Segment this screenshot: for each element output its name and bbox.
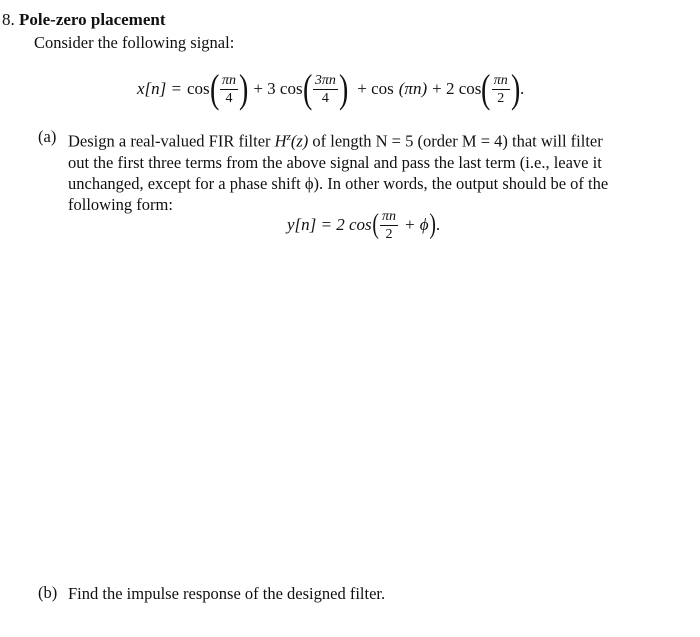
right-paren-1: ) — [239, 66, 249, 111]
fraction-y-denominator: 2 — [385, 226, 393, 242]
cos-term-3-arg: (πn) — [398, 79, 428, 98]
left-paren-y: ( — [372, 209, 379, 240]
cos-term-1: cos — [187, 79, 210, 98]
cos-term-3: + cos — [357, 79, 394, 98]
part-a-line-2: out the first three terms from the above signal and pass the last term (i.e., leave it — [68, 152, 602, 172]
right-paren-2: ) — [338, 66, 349, 111]
problem-intro: Consider the following signal: — [34, 33, 235, 52]
left-paren-2: ( — [302, 66, 312, 111]
equation-x — [137, 66, 524, 112]
part-a-line-4: following form: — [68, 194, 173, 214]
equation-y-end: . — [435, 215, 441, 234]
phase-term: + ϕ — [404, 215, 429, 234]
problem-title: Pole-zero placement — [19, 10, 166, 29]
filter-symbol: H — [274, 131, 287, 151]
fraction-3-numerator: πn — [493, 72, 508, 88]
fraction-3-denominator: 2 — [497, 90, 505, 106]
fraction-2-numerator: 3πn — [314, 72, 336, 88]
equation-x-end: . — [520, 79, 525, 98]
part-a-line-3: unchanged, except for a phase shift ϕ). In other words, the output should be of the — [68, 173, 609, 193]
equation-y — [287, 208, 440, 242]
cos-term-4: + 2 cos — [432, 79, 482, 98]
left-paren-4: ( — [481, 66, 491, 111]
part-b-text: Find the impulse response of the designed filter. — [68, 584, 386, 603]
fraction-2-denominator: 4 — [321, 90, 329, 106]
fraction-y — [380, 209, 398, 242]
equation-y-lhs: y[n] = 2 cos — [287, 215, 372, 234]
part-a-text — [68, 127, 680, 215]
part-a-line-1 — [68, 127, 680, 152]
filter-superscript: z — [286, 131, 291, 143]
problem-heading — [2, 10, 165, 30]
right-paren-y: ) — [428, 209, 436, 240]
part-a-label: (a) — [38, 127, 57, 146]
equation-x-lhs: x[n] = — [137, 79, 182, 98]
right-paren-4: ) — [510, 66, 521, 111]
fraction-2 — [313, 73, 338, 106]
part-a-line-1-post: of length N = 5 (order M = 4) that will filter — [308, 131, 603, 151]
filter-argument: (z) — [290, 131, 309, 151]
fraction-1-denominator: 4 — [225, 90, 233, 106]
part-b-label: (b) — [38, 583, 58, 602]
part-a-line-1-pre: Design a real-valued FIR filter — [68, 131, 275, 151]
fraction-y-numerator: πn — [382, 208, 397, 224]
fraction-3 — [492, 73, 510, 106]
cos-term-2: + 3 cos — [253, 79, 303, 98]
problem-number: 8. — [2, 10, 15, 29]
fraction-1-numerator: πn — [222, 72, 237, 88]
left-paren-1: ( — [209, 66, 220, 111]
fraction-1 — [220, 73, 238, 106]
